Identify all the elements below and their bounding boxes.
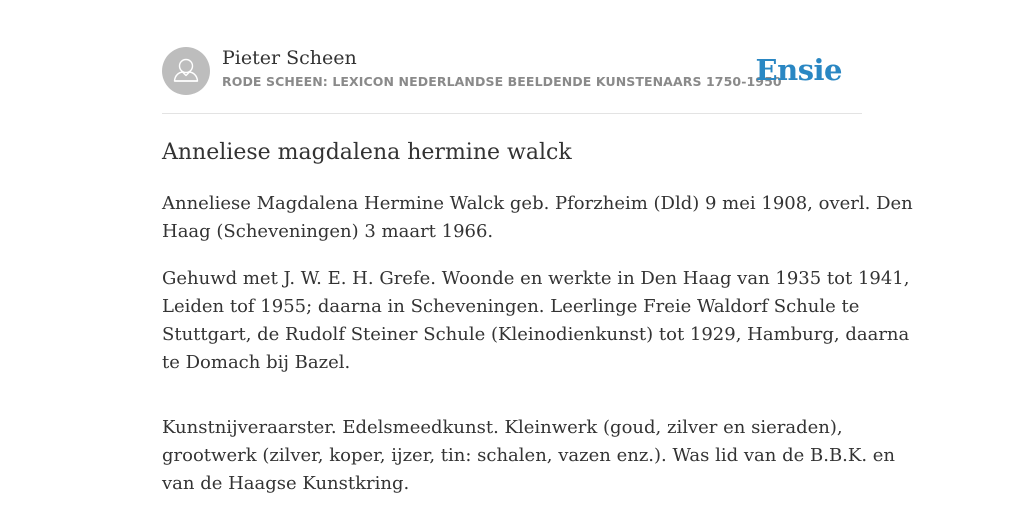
paragraph-line: te Domach bij Bazel. xyxy=(162,352,351,373)
article-paragraph xyxy=(162,414,896,498)
paragraph-line: Haag (Scheveningen) 3 maart 1966. xyxy=(162,221,494,242)
article-body xyxy=(162,190,913,517)
header xyxy=(162,46,862,96)
user-icon xyxy=(162,47,210,95)
paragraph-line: Kunstnijveraarster. Edelsmeedkunst. Kleinwerk (goud, zilver en sieraden), xyxy=(162,417,843,438)
paragraph-line: Leiden tof 1955; daarna in Scheveningen. Leerlinge Freie Waldorf Schule te xyxy=(162,296,860,317)
paragraph-line: grootwerk (zilver, koper, ijzer, tin: schalen, vazen enz.). Was lid van de B.B.K. en xyxy=(162,445,896,466)
article-paragraph xyxy=(162,190,913,246)
header-divider xyxy=(162,113,862,114)
brand-logo[interactable]: Ensie xyxy=(755,53,842,87)
paragraph-line: van de Haagse Kunstkring. xyxy=(162,473,410,494)
paragraph-line: Gehuwd met J. W. E. H. Grefe. Woonde en werkte in Den Haag van 1935 tot 1941, xyxy=(162,268,910,289)
author-avatar[interactable] xyxy=(162,47,210,95)
article-paragraph xyxy=(162,265,910,377)
paragraph-line: Anneliese Magdalena Hermine Walck geb. Pforzheim (Dld) 9 mei 1908, overl. Den xyxy=(162,193,913,214)
article-title: Anneliese magdalena hermine walck xyxy=(162,140,572,165)
author-name[interactable]: Pieter Scheen xyxy=(222,47,357,69)
source-title[interactable]: RODE SCHEEN: LEXICON NEDERLANDSE BEELDENDE KUNSTENAARS 1750-1950 xyxy=(222,74,782,89)
paragraph-line: Stuttgart, de Rudolf Steiner Schule (Kleinodienkunst) tot 1929, Hamburg, daarna xyxy=(162,324,910,345)
